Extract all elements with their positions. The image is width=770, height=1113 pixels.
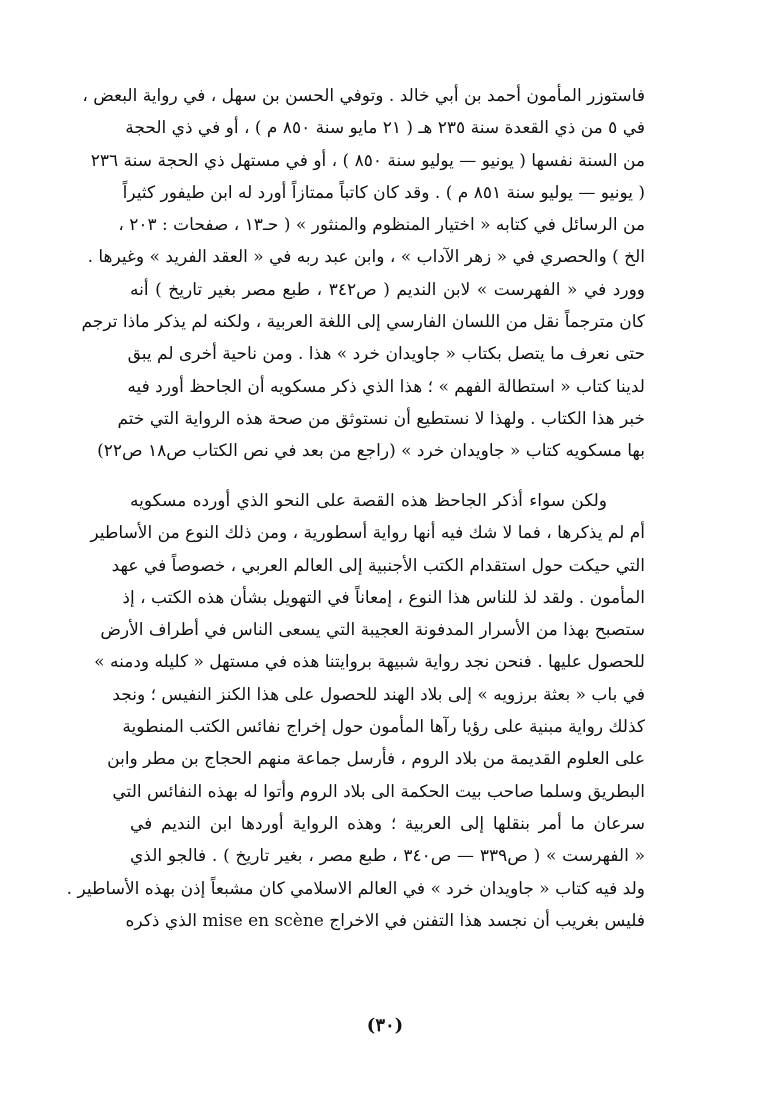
page-number: (٣٠) [366, 1015, 404, 1036]
text-line: الخ ) والحصري في « زهر الآداب » ، وابن عبد ربه في « العقد الفريد » وغيرها . [87, 247, 645, 268]
text-line: كذلك رواية مبنية على رؤيا رآها المأمون حول إخراج نفائس الكتب المنطوية [122, 717, 645, 738]
text-line: خبر هذا الكتاب . ولهذا لا نستطيع أن نستوثق من صحة هذه الرواية التي ختم [117, 408, 645, 429]
text-line: ولد فيه كتاب « جاويدان خرد » في العالم الاسلامي كان مشبعاً إذن بهذه الأساطير . [66, 878, 645, 899]
text-line: لدينا كتاب « استطالة الفهم » ؛ هذا الذي ذكر مسكويه أن الجاحظ أورد فيه [127, 376, 645, 397]
text-line: حتى نعرف ما يتصل بكتاب « جاويدان خرد » هذا . ومن ناحية أخرى لم يبق [127, 344, 645, 365]
text-line: وورد في « الفهرست » لابن النديم ( ص٣٤٢ ، طبع مصر بغير تاريخ ) أنه [130, 279, 645, 300]
text-line: في ٥ من ذي القعدة سنة ٢٣٥ هـ ( ٢١ مايو سنة ٨٥٠ م ) ، أو في ذي الحجة [125, 118, 645, 139]
text-line: فليس بغريب أن نجسد هذا التفنن في الاخراج mise en scène الذي ذكره [125, 910, 645, 931]
text-line: التي حيكت حول استقدام الكتب الأجنبية إلى العالم العربي ، خصوصاً في عهد [111, 555, 645, 576]
text-line: للحصول عليها . فنحن نجد رواية شبيهة بروايتنا هذه في مستهل « كليله ودمنه » [94, 652, 645, 673]
text-line: أم لم يذكرها ، فما لا شك فيه أنها رواية أسطورية ، ومن ذلك النوع من الأساطير [90, 523, 645, 544]
text-line: « الفهرست » ( ص٣٣٩ — ص٣٤٠ ، طبع مصر ، بغير تاريخ ) . فالجو الذي [130, 846, 645, 867]
text-line: كان مترجماً نقل من اللسان الفارسي إلى اللغة العربية ، ولكنه لم يذكر ماذا ترجم [81, 312, 645, 333]
text-line: المأمون . ولقد لذ للناس هذا النوع ، إمعاناً في التهويل بشأن هذه الكتب ، إذ [122, 587, 645, 608]
text-line: من السنة نفسها ( يونيو — يوليو سنة ٨٥٠ ) ، أو في مستهل ذي الحجة سنة ٢٣٦ [90, 150, 645, 171]
text-line: ستصبح بهذا من الأسرار المدفونة العجيبة التي يسعى الناس في أطراف الأرض [100, 620, 645, 641]
text-line: في باب « بعثة برزويه » إلى بلاد الهند للحصول على هذا الكنز النفيس ؛ ونجد [112, 684, 645, 705]
text-line: فاستوزر المأمون أحمد بن أبي خالد . وتوفي الحسن بن سهل ، في رواية البعض ، [82, 86, 645, 106]
text-line: البطريق وسلما صاحب بيت الحكمة الى بلاد الروم وأتوا له بهذه النفائس التي [112, 781, 645, 802]
text-line: ( يونيو — يوليو سنة ٨٥١ م ) . وقد كان كاتباً ممتازاً أورد له ابن طيفور كثيراً [122, 182, 645, 203]
paragraph-2 [66, 485, 645, 937]
text-line: سرعان ما أمر بنقلها إلى العربية ؛ وهذه الرواية أوردها ابن النديم في [130, 813, 645, 834]
paragraph-1 [81, 80, 645, 468]
text-line: بها مسكويه كتاب « جاويدان خرد » (راجع من بعد في نص الكتاب ص١٨ ص٢٢) [97, 441, 645, 462]
text-line: ولكن سواء أذكر الجاحظ هذه القصة على النحو الذي أورده مسكويه [130, 491, 607, 511]
text-line: على العلوم القديمة من بلاد الروم ، فأرسل جماعة منهم الحجاج بن مطر وابن [107, 749, 645, 770]
text-line: من الرسائل في كتابه « اختيار المنظوم والمنثور » ( حـ١٣ ، صفحات : ٢٠٣ ، [118, 215, 645, 236]
